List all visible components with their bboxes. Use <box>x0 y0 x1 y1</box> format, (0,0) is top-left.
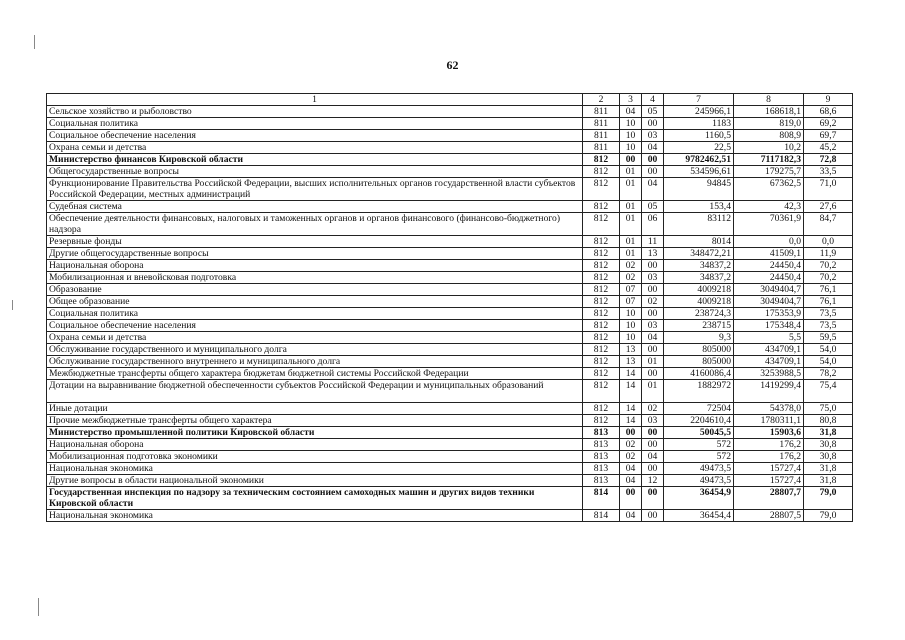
row-percent-cell: 27,6 <box>804 201 853 213</box>
row-plan-value-cell: 805000 <box>664 344 734 356</box>
table-row <box>47 368 853 380</box>
row-subsection-cell: 11 <box>642 236 664 248</box>
row-section-cell: 01 <box>620 178 642 201</box>
row-section-cell: 04 <box>620 475 642 487</box>
row-percent-cell: 30,8 <box>804 439 853 451</box>
row-section-cell: 10 <box>620 320 642 332</box>
row-executed-value-cell: 15727,4 <box>734 463 804 475</box>
row-section-cell: 02 <box>620 272 642 284</box>
row-percent-cell: 54,0 <box>804 344 853 356</box>
row-section-cell: 01 <box>620 213 642 236</box>
row-plan-value-cell: 153,4 <box>664 201 734 213</box>
row-section-cell: 00 <box>620 427 642 439</box>
row-subsection-cell: 00 <box>642 510 664 522</box>
table-row <box>47 272 853 284</box>
row-subsection-cell: 03 <box>642 320 664 332</box>
row-subsection-cell: 01 <box>642 380 664 403</box>
row-subsection-cell: 05 <box>642 106 664 118</box>
row-name-cell: Социальное обеспечение населения <box>47 130 583 142</box>
row-subsection-cell: 12 <box>642 475 664 487</box>
row-code-cell: 812 <box>583 380 620 403</box>
table-row <box>47 154 853 166</box>
row-code-cell: 812 <box>583 403 620 415</box>
row-code-cell: 814 <box>583 487 620 510</box>
row-plan-value-cell: 8014 <box>664 236 734 248</box>
row-percent-cell: 31,8 <box>804 475 853 487</box>
row-percent-cell: 31,8 <box>804 463 853 475</box>
row-code-cell: 813 <box>583 463 620 475</box>
row-section-cell: 14 <box>620 368 642 380</box>
row-code-cell: 812 <box>583 356 620 368</box>
row-section-cell: 10 <box>620 142 642 154</box>
row-subsection-cell: 05 <box>642 201 664 213</box>
row-subsection-cell: 00 <box>642 154 664 166</box>
row-percent-cell: 30,8 <box>804 451 853 463</box>
row-percent-cell: 76,1 <box>804 284 853 296</box>
row-subsection-cell: 01 <box>642 356 664 368</box>
row-executed-value-cell: 176,2 <box>734 451 804 463</box>
table-row <box>47 451 853 463</box>
row-code-cell: 811 <box>583 118 620 130</box>
row-name-cell: Национальная оборона <box>47 260 583 272</box>
row-name-cell: Другие вопросы в области национальной экономики <box>47 475 583 487</box>
row-section-cell: 00 <box>620 154 642 166</box>
row-plan-value-cell: 72504 <box>664 403 734 415</box>
table-body <box>47 106 853 522</box>
row-plan-value-cell: 34837,2 <box>664 272 734 284</box>
column-header-4: 4 <box>642 94 664 106</box>
row-code-cell: 813 <box>583 475 620 487</box>
row-code-cell: 814 <box>583 510 620 522</box>
row-name-cell: Охрана семьи и детства <box>47 332 583 344</box>
column-header-8: 8 <box>734 94 804 106</box>
row-section-cell: 14 <box>620 380 642 403</box>
row-section-cell: 10 <box>620 118 642 130</box>
table-row <box>47 178 853 201</box>
row-plan-value-cell: 2204610,4 <box>664 415 734 427</box>
row-name-cell: Образование <box>47 284 583 296</box>
row-code-cell: 811 <box>583 142 620 154</box>
column-header-9: 9 <box>804 94 853 106</box>
margin-mark-bottom <box>38 598 39 616</box>
row-subsection-cell: 00 <box>642 344 664 356</box>
table-row <box>47 106 853 118</box>
row-name-cell: Прочие межбюджетные трансферты общего характера <box>47 415 583 427</box>
row-code-cell: 811 <box>583 130 620 142</box>
row-section-cell: 02 <box>620 439 642 451</box>
row-plan-value-cell: 9,3 <box>664 332 734 344</box>
table-row <box>47 248 853 260</box>
row-executed-value-cell: 41509,1 <box>734 248 804 260</box>
row-subsection-cell: 02 <box>642 403 664 415</box>
row-percent-cell: 71,0 <box>804 178 853 201</box>
row-name-cell: Министерство финансов Кировской области <box>47 154 583 166</box>
row-plan-value-cell: 4009218 <box>664 296 734 308</box>
row-subsection-cell: 00 <box>642 308 664 320</box>
row-executed-value-cell: 70361,9 <box>734 213 804 236</box>
row-section-cell: 01 <box>620 166 642 178</box>
row-executed-value-cell: 3253988,5 <box>734 368 804 380</box>
row-executed-value-cell: 7117182,3 <box>734 154 804 166</box>
row-subsection-cell: 04 <box>642 142 664 154</box>
row-executed-value-cell: 28807,7 <box>734 487 804 510</box>
row-subsection-cell: 02 <box>642 296 664 308</box>
row-code-cell: 812 <box>583 415 620 427</box>
row-subsection-cell: 03 <box>642 415 664 427</box>
row-percent-cell: 59,5 <box>804 332 853 344</box>
row-code-cell: 812 <box>583 332 620 344</box>
row-code-cell: 812 <box>583 284 620 296</box>
row-subsection-cell: 04 <box>642 332 664 344</box>
row-executed-value-cell: 179275,7 <box>734 166 804 178</box>
row-plan-value-cell: 94845 <box>664 178 734 201</box>
row-percent-cell: 33,5 <box>804 166 853 178</box>
row-subsection-cell: 00 <box>642 439 664 451</box>
table-row <box>47 427 853 439</box>
table-row <box>47 236 853 248</box>
table-row <box>47 296 853 308</box>
row-subsection-cell: 00 <box>642 487 664 510</box>
row-section-cell: 04 <box>620 106 642 118</box>
row-section-cell: 13 <box>620 356 642 368</box>
table-row <box>47 118 853 130</box>
row-executed-value-cell: 3049404,7 <box>734 296 804 308</box>
row-plan-value-cell: 534596,61 <box>664 166 734 178</box>
row-name-cell: Социальное обеспечение населения <box>47 320 583 332</box>
row-plan-value-cell: 49473,5 <box>664 475 734 487</box>
table-row <box>47 308 853 320</box>
row-executed-value-cell: 808,9 <box>734 130 804 142</box>
row-name-cell: Министерство промышленной политики Кировской области <box>47 427 583 439</box>
table-row <box>47 380 853 403</box>
row-name-cell: Национальная экономика <box>47 463 583 475</box>
table-header-row <box>47 94 853 106</box>
row-plan-value-cell: 9782462,51 <box>664 154 734 166</box>
row-executed-value-cell: 434709,1 <box>734 356 804 368</box>
row-section-cell: 10 <box>620 130 642 142</box>
row-subsection-cell: 00 <box>642 427 664 439</box>
row-subsection-cell: 00 <box>642 284 664 296</box>
row-percent-cell: 11,9 <box>804 248 853 260</box>
row-code-cell: 812 <box>583 320 620 332</box>
row-section-cell: 01 <box>620 201 642 213</box>
row-executed-value-cell: 819,0 <box>734 118 804 130</box>
row-section-cell: 07 <box>620 284 642 296</box>
column-header-2: 2 <box>583 94 620 106</box>
row-executed-value-cell: 10,2 <box>734 142 804 154</box>
row-code-cell: 812 <box>583 248 620 260</box>
row-plan-value-cell: 1882972 <box>664 380 734 403</box>
row-percent-cell: 69,2 <box>804 118 853 130</box>
row-section-cell: 07 <box>620 296 642 308</box>
row-name-cell: Резервные фонды <box>47 236 583 248</box>
row-subsection-cell: 03 <box>642 272 664 284</box>
row-name-cell: Судебная система <box>47 201 583 213</box>
row-name-cell: Общегосударственные вопросы <box>47 166 583 178</box>
column-header-7: 7 <box>664 94 734 106</box>
row-subsection-cell: 00 <box>642 118 664 130</box>
page-number: 62 <box>446 58 459 72</box>
row-percent-cell: 80,8 <box>804 415 853 427</box>
row-name-cell: Иные дотации <box>47 403 583 415</box>
row-plan-value-cell: 805000 <box>664 356 734 368</box>
row-plan-value-cell: 348472,21 <box>664 248 734 260</box>
row-name-cell: Общее образование <box>47 296 583 308</box>
row-executed-value-cell: 1780311,1 <box>734 415 804 427</box>
row-section-cell: 10 <box>620 308 642 320</box>
row-plan-value-cell: 4009218 <box>664 284 734 296</box>
table-row <box>47 510 853 522</box>
row-percent-cell: 70,2 <box>804 260 853 272</box>
row-plan-value-cell: 1160,5 <box>664 130 734 142</box>
row-name-cell: Национальная экономика <box>47 510 583 522</box>
row-percent-cell: 45,2 <box>804 142 853 154</box>
row-plan-value-cell: 245966,1 <box>664 106 734 118</box>
row-executed-value-cell: 175353,9 <box>734 308 804 320</box>
row-executed-value-cell: 15903,6 <box>734 427 804 439</box>
row-subsection-cell: 00 <box>642 166 664 178</box>
row-percent-cell: 73,5 <box>804 308 853 320</box>
budget-table <box>46 93 853 522</box>
row-percent-cell: 70,2 <box>804 272 853 284</box>
row-percent-cell: 75,4 <box>804 380 853 403</box>
row-plan-value-cell: 4160086,4 <box>664 368 734 380</box>
row-code-cell: 812 <box>583 166 620 178</box>
row-executed-value-cell: 5,5 <box>734 332 804 344</box>
row-code-cell: 813 <box>583 439 620 451</box>
row-name-cell: Дотации на выравнивание бюджетной обеспеченности субъектов Российской Федерации и муниципальных образований <box>47 380 583 403</box>
row-subsection-cell: 00 <box>642 260 664 272</box>
row-percent-cell: 79,0 <box>804 487 853 510</box>
table-row <box>47 213 853 236</box>
row-name-cell: Сельское хозяйство и рыболовство <box>47 106 583 118</box>
row-code-cell: 812 <box>583 272 620 284</box>
row-plan-value-cell: 34837,2 <box>664 260 734 272</box>
row-percent-cell: 31,8 <box>804 427 853 439</box>
margin-mark-middle <box>12 300 13 310</box>
row-name-cell: Обслуживание государственного внутреннего и муниципального долга <box>47 356 583 368</box>
row-name-cell: Мобилизационная и вневойсковая подготовка <box>47 272 583 284</box>
table-row <box>47 403 853 415</box>
row-percent-cell: 54,0 <box>804 356 853 368</box>
table-row <box>47 130 853 142</box>
row-plan-value-cell: 49473,5 <box>664 463 734 475</box>
row-percent-cell: 0,0 <box>804 236 853 248</box>
row-name-cell: Обслуживание государственного и муниципального долга <box>47 344 583 356</box>
row-executed-value-cell: 24450,4 <box>734 272 804 284</box>
row-plan-value-cell: 50045,5 <box>664 427 734 439</box>
row-executed-value-cell: 168618,1 <box>734 106 804 118</box>
row-name-cell: Межбюджетные трансферты общего характера бюджетам бюджетной системы Российской Федерации <box>47 368 583 380</box>
row-code-cell: 811 <box>583 106 620 118</box>
row-percent-cell: 84,7 <box>804 213 853 236</box>
row-plan-value-cell: 83112 <box>664 213 734 236</box>
row-plan-value-cell: 238715 <box>664 320 734 332</box>
table-row <box>47 332 853 344</box>
row-executed-value-cell: 0,0 <box>734 236 804 248</box>
row-subsection-cell: 00 <box>642 368 664 380</box>
row-section-cell: 10 <box>620 332 642 344</box>
row-plan-value-cell: 36454,4 <box>664 510 734 522</box>
row-section-cell: 01 <box>620 248 642 260</box>
table-row <box>47 142 853 154</box>
row-percent-cell: 75,0 <box>804 403 853 415</box>
row-plan-value-cell: 572 <box>664 451 734 463</box>
column-header-3: 3 <box>620 94 642 106</box>
table-row <box>47 166 853 178</box>
row-name-cell: Функционирование Правительства Российской Федерации, высших исполнительных органов государственной власти субъектов Российской Федерации, местных администраций <box>47 178 583 201</box>
row-subsection-cell: 00 <box>642 463 664 475</box>
row-section-cell: 13 <box>620 344 642 356</box>
row-percent-cell: 78,2 <box>804 368 853 380</box>
margin-mark-top <box>34 35 35 49</box>
row-plan-value-cell: 238724,3 <box>664 308 734 320</box>
table-row <box>47 487 853 510</box>
row-name-cell: Национальная оборона <box>47 439 583 451</box>
row-executed-value-cell: 67362,5 <box>734 178 804 201</box>
row-subsection-cell: 04 <box>642 451 664 463</box>
row-executed-value-cell: 3049404,7 <box>734 284 804 296</box>
row-executed-value-cell: 175348,4 <box>734 320 804 332</box>
row-section-cell: 04 <box>620 510 642 522</box>
row-name-cell: Государственная инспекция по надзору за техническим состоянием самоходных машин и других видов техники Кировской области <box>47 487 583 510</box>
row-section-cell: 02 <box>620 260 642 272</box>
row-section-cell: 02 <box>620 451 642 463</box>
row-plan-value-cell: 572 <box>664 439 734 451</box>
row-executed-value-cell: 24450,4 <box>734 260 804 272</box>
table-row <box>47 284 853 296</box>
table-row <box>47 415 853 427</box>
row-subsection-cell: 13 <box>642 248 664 260</box>
row-plan-value-cell: 22,5 <box>664 142 734 154</box>
row-code-cell: 812 <box>583 368 620 380</box>
row-code-cell: 812 <box>583 260 620 272</box>
row-executed-value-cell: 54378,0 <box>734 403 804 415</box>
row-name-cell: Обеспечение деятельности финансовых, налоговых и таможенных органов и органов финансового (финансово-бюджетного) надзора <box>47 213 583 236</box>
row-percent-cell: 68,6 <box>804 106 853 118</box>
row-name-cell: Социальная политика <box>47 308 583 320</box>
table-row <box>47 320 853 332</box>
row-percent-cell: 72,8 <box>804 154 853 166</box>
row-subsection-cell: 03 <box>642 130 664 142</box>
table-row <box>47 260 853 272</box>
row-executed-value-cell: 28807,5 <box>734 510 804 522</box>
row-code-cell: 812 <box>583 344 620 356</box>
row-plan-value-cell: 36454,9 <box>664 487 734 510</box>
row-percent-cell: 73,5 <box>804 320 853 332</box>
row-plan-value-cell: 1183 <box>664 118 734 130</box>
row-executed-value-cell: 42,3 <box>734 201 804 213</box>
row-percent-cell: 79,0 <box>804 510 853 522</box>
row-section-cell: 14 <box>620 415 642 427</box>
row-code-cell: 812 <box>583 201 620 213</box>
table-row <box>47 439 853 451</box>
table-row <box>47 356 853 368</box>
table-row <box>47 201 853 213</box>
column-header-name: 1 <box>47 94 583 106</box>
row-code-cell: 813 <box>583 427 620 439</box>
row-subsection-cell: 04 <box>642 178 664 201</box>
table-row <box>47 463 853 475</box>
row-subsection-cell: 06 <box>642 213 664 236</box>
row-executed-value-cell: 15727,4 <box>734 475 804 487</box>
row-section-cell: 00 <box>620 487 642 510</box>
row-percent-cell: 76,1 <box>804 296 853 308</box>
row-code-cell: 812 <box>583 154 620 166</box>
row-executed-value-cell: 176,2 <box>734 439 804 451</box>
row-code-cell: 812 <box>583 236 620 248</box>
row-percent-cell: 69,7 <box>804 130 853 142</box>
row-code-cell: 812 <box>583 213 620 236</box>
row-name-cell: Другие общегосударственные вопросы <box>47 248 583 260</box>
row-code-cell: 812 <box>583 178 620 201</box>
row-code-cell: 812 <box>583 308 620 320</box>
row-section-cell: 01 <box>620 236 642 248</box>
row-section-cell: 14 <box>620 403 642 415</box>
table-row <box>47 344 853 356</box>
row-code-cell: 813 <box>583 451 620 463</box>
table-row <box>47 475 853 487</box>
row-name-cell: Социальная политика <box>47 118 583 130</box>
row-section-cell: 04 <box>620 463 642 475</box>
row-executed-value-cell: 1419299,4 <box>734 380 804 403</box>
row-code-cell: 812 <box>583 296 620 308</box>
row-name-cell: Мобилизационная подготовка экономики <box>47 451 583 463</box>
row-name-cell: Охрана семьи и детства <box>47 142 583 154</box>
row-executed-value-cell: 434709,1 <box>734 344 804 356</box>
